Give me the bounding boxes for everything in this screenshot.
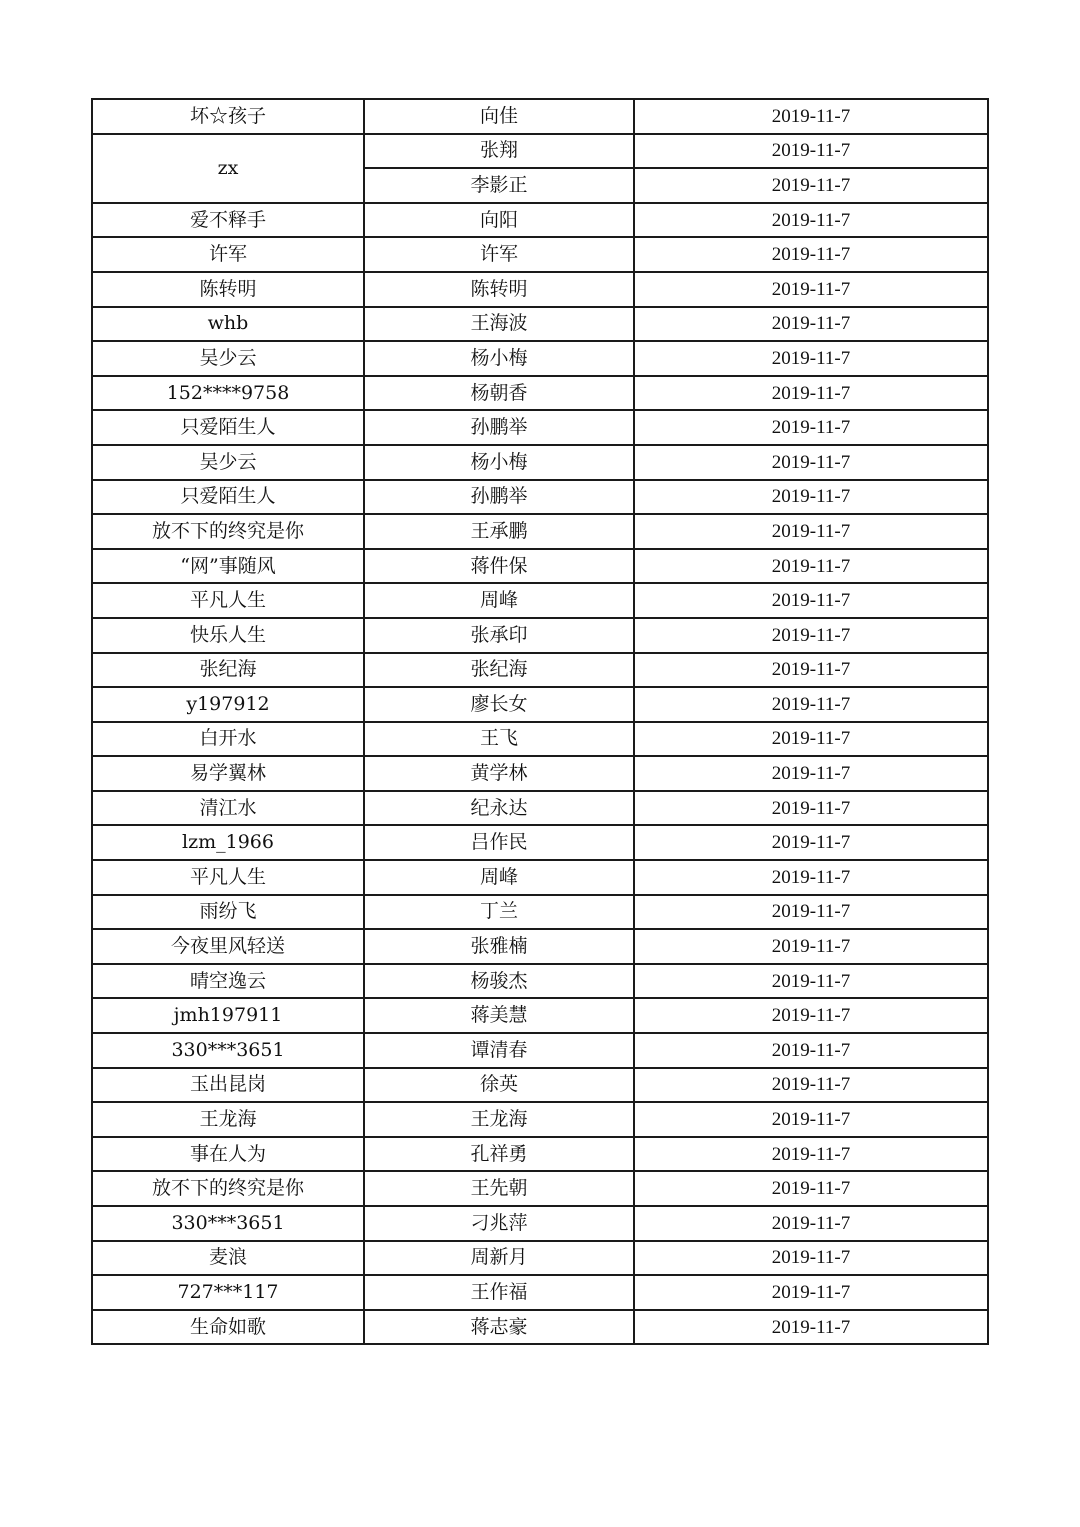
date-cell: 2019-11-7 [634, 860, 988, 895]
name-cell: 张纪海 [364, 653, 634, 688]
date-cell: 2019-11-7 [634, 514, 988, 549]
nickname-cell: 今夜里风轻送 [92, 929, 364, 964]
table-row [92, 480, 988, 515]
date-cell: 2019-11-7 [634, 756, 988, 791]
nickname-cell: “网”事随风 [92, 549, 364, 584]
date-cell: 2019-11-7 [634, 272, 988, 307]
date-cell: 2019-11-7 [634, 134, 988, 169]
name-cell: 徐英 [364, 1068, 634, 1103]
entries-table [91, 98, 989, 1345]
date-cell: 2019-11-7 [634, 1310, 988, 1345]
name-cell: 周新月 [364, 1241, 634, 1276]
name-cell: 张雅楠 [364, 929, 634, 964]
date-cell: 2019-11-7 [634, 1068, 988, 1103]
nickname-cell: 麦浪 [92, 1241, 364, 1276]
table-row [92, 1241, 988, 1276]
table-row [92, 618, 988, 653]
name-cell: 陈转明 [364, 272, 634, 307]
table-row [92, 895, 988, 930]
nickname-cell: 330***3651 [92, 1206, 364, 1241]
nickname-cell: 只爱陌生人 [92, 410, 364, 445]
table-row [92, 272, 988, 307]
name-cell: 丁兰 [364, 895, 634, 930]
name-cell: 杨朝香 [364, 376, 634, 411]
date-cell: 2019-11-7 [634, 1137, 988, 1172]
name-cell: 王海波 [364, 307, 634, 342]
table-row [92, 929, 988, 964]
table-row [92, 825, 988, 860]
date-cell: 2019-11-7 [634, 791, 988, 826]
table-row [92, 134, 988, 169]
date-cell: 2019-11-7 [634, 1206, 988, 1241]
name-cell: 周峰 [364, 860, 634, 895]
nickname-cell: 易学翼林 [92, 756, 364, 791]
name-cell: 向阳 [364, 203, 634, 238]
date-cell: 2019-11-7 [634, 99, 988, 134]
name-cell: 李影正 [364, 168, 634, 203]
date-cell: 2019-11-7 [634, 1275, 988, 1310]
nickname-cell: 330***3651 [92, 1033, 364, 1068]
date-cell: 2019-11-7 [634, 410, 988, 445]
name-cell: 王作福 [364, 1275, 634, 1310]
date-cell: 2019-11-7 [634, 1241, 988, 1276]
nickname-cell: 陈转明 [92, 272, 364, 307]
date-cell: 2019-11-7 [634, 480, 988, 515]
nickname-cell: 152****9758 [92, 376, 364, 411]
table-row [92, 514, 988, 549]
table-row [92, 1102, 988, 1137]
table-row [92, 99, 988, 134]
table-row [92, 1171, 988, 1206]
name-cell: 王先朝 [364, 1171, 634, 1206]
nickname-cell: lzm_1966 [92, 825, 364, 860]
nickname-cell: 张纪海 [92, 653, 364, 688]
nickname-cell: 晴空逸云 [92, 964, 364, 999]
name-cell: 张翔 [364, 134, 634, 169]
nickname-cell: whb [92, 307, 364, 342]
date-cell: 2019-11-7 [634, 1102, 988, 1137]
name-cell: 杨小梅 [364, 445, 634, 480]
table-row [92, 1068, 988, 1103]
name-cell: 刁兆萍 [364, 1206, 634, 1241]
name-cell: 王飞 [364, 722, 634, 757]
table-row [92, 860, 988, 895]
name-cell: 蒋件保 [364, 549, 634, 584]
name-cell: 许军 [364, 237, 634, 272]
nickname-cell: 放不下的终究是你 [92, 1171, 364, 1206]
nickname-cell: 玉出昆岗 [92, 1068, 364, 1103]
table-row [92, 583, 988, 618]
table-row [92, 998, 988, 1033]
nickname-cell: y197912 [92, 687, 364, 722]
name-cell: 谭清春 [364, 1033, 634, 1068]
date-cell: 2019-11-7 [634, 825, 988, 860]
date-cell: 2019-11-7 [634, 895, 988, 930]
nickname-cell: jmh197911 [92, 998, 364, 1033]
table-row [92, 307, 988, 342]
date-cell: 2019-11-7 [634, 722, 988, 757]
name-cell: 张承印 [364, 618, 634, 653]
date-cell: 2019-11-7 [634, 687, 988, 722]
nickname-cell: 平凡人生 [92, 860, 364, 895]
name-cell: 孔祥勇 [364, 1137, 634, 1172]
name-cell: 廖长女 [364, 687, 634, 722]
nickname-cell: 平凡人生 [92, 583, 364, 618]
nickname-cell: 王龙海 [92, 1102, 364, 1137]
date-cell: 2019-11-7 [634, 376, 988, 411]
name-cell: 王龙海 [364, 1102, 634, 1137]
date-cell: 2019-11-7 [634, 341, 988, 376]
nickname-cell: 只爱陌生人 [92, 480, 364, 515]
table-row [92, 756, 988, 791]
date-cell: 2019-11-7 [634, 1033, 988, 1068]
name-cell: 向佳 [364, 99, 634, 134]
table-row [92, 1310, 988, 1345]
date-cell: 2019-11-7 [634, 168, 988, 203]
table-row [92, 1275, 988, 1310]
table-row [92, 237, 988, 272]
table-row [92, 203, 988, 238]
date-cell: 2019-11-7 [634, 203, 988, 238]
date-cell: 2019-11-7 [634, 549, 988, 584]
table-row [92, 410, 988, 445]
table-row [92, 341, 988, 376]
name-cell: 杨骏杰 [364, 964, 634, 999]
date-cell: 2019-11-7 [634, 929, 988, 964]
table-row [92, 722, 988, 757]
nickname-cell: 事在人为 [92, 1137, 364, 1172]
table-row [92, 687, 988, 722]
name-cell: 蒋美慧 [364, 998, 634, 1033]
table-row [92, 376, 988, 411]
nickname-cell: 爱不释手 [92, 203, 364, 238]
name-cell: 吕作民 [364, 825, 634, 860]
date-cell: 2019-11-7 [634, 618, 988, 653]
date-cell: 2019-11-7 [634, 1171, 988, 1206]
table-row [92, 964, 988, 999]
name-cell: 孙鹏举 [364, 410, 634, 445]
name-cell: 纪永达 [364, 791, 634, 826]
nickname-cell: 坏☆孩子 [92, 99, 364, 134]
name-cell: 孙鹏举 [364, 480, 634, 515]
date-cell: 2019-11-7 [634, 237, 988, 272]
table-row [92, 549, 988, 584]
nickname-cell: 雨纷飞 [92, 895, 364, 930]
date-cell: 2019-11-7 [634, 583, 988, 618]
entries-table-body [92, 99, 988, 1344]
date-cell: 2019-11-7 [634, 998, 988, 1033]
table-row [92, 1206, 988, 1241]
nickname-cell: 727***117 [92, 1275, 364, 1310]
table-row [92, 791, 988, 826]
nickname-cell: 许军 [92, 237, 364, 272]
table-row [92, 445, 988, 480]
nickname-cell: 吴少云 [92, 341, 364, 376]
name-cell: 杨小梅 [364, 341, 634, 376]
nickname-cell: 放不下的终究是你 [92, 514, 364, 549]
date-cell: 2019-11-7 [634, 445, 988, 480]
nickname-cell: 快乐人生 [92, 618, 364, 653]
date-cell: 2019-11-7 [634, 964, 988, 999]
table-row [92, 653, 988, 688]
name-cell: 周峰 [364, 583, 634, 618]
nickname-cell: 白开水 [92, 722, 364, 757]
nickname-cell: 吴少云 [92, 445, 364, 480]
nickname-cell: 生命如歌 [92, 1310, 364, 1345]
name-cell: 黄学林 [364, 756, 634, 791]
nickname-cell: zx [92, 134, 364, 203]
table-row [92, 1033, 988, 1068]
date-cell: 2019-11-7 [634, 653, 988, 688]
nickname-cell: 清江水 [92, 791, 364, 826]
name-cell: 王承鹏 [364, 514, 634, 549]
name-cell: 蒋志豪 [364, 1310, 634, 1345]
date-cell: 2019-11-7 [634, 307, 988, 342]
table-row [92, 1137, 988, 1172]
